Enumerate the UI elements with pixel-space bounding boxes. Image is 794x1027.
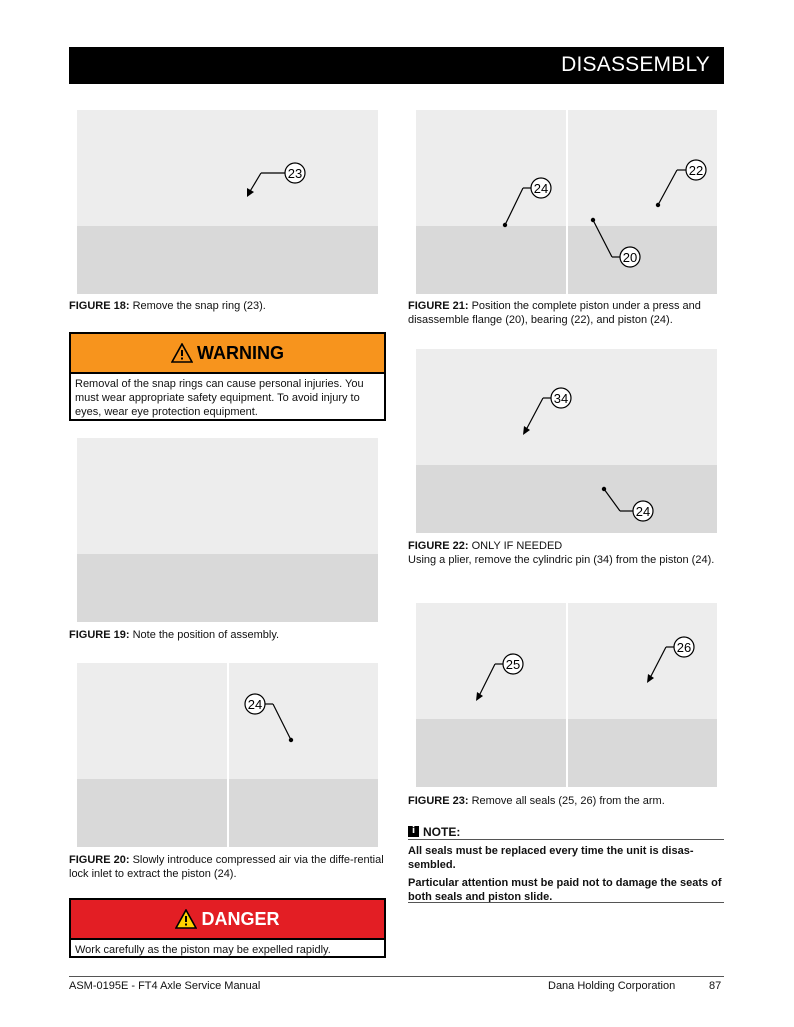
figure-18-caption: FIGURE 18: Remove the snap ring (23). xyxy=(69,300,266,312)
callout-26: 26 xyxy=(676,640,692,655)
figure-18-callouts xyxy=(77,110,378,294)
callout-34: 34 xyxy=(553,391,569,406)
figure-20-caption: FIGURE 20: Slowly introduce compressed air via the diffe-rential lock inlet to extract the piston (24). xyxy=(69,854,384,880)
callout-24: 24 xyxy=(635,504,651,519)
note-body xyxy=(408,844,724,908)
note-title: NOTE: xyxy=(423,824,461,839)
callout-24: 24 xyxy=(533,181,549,196)
warning-title: WARNING xyxy=(197,342,284,363)
warning-text: Removal of the snap rings can cause personal injuries. You must wear appropriate safety equipment. To avoid injury to eyes, wear eye protection equipment. xyxy=(75,378,364,418)
figure-23-caption: FIGURE 23: Remove all seals (25, 26) from the arm. xyxy=(408,795,665,807)
note-header xyxy=(408,824,724,840)
figure-18-photo xyxy=(77,110,378,294)
warning-triangle-icon xyxy=(171,343,193,363)
page-number: 87 xyxy=(709,980,722,992)
figure-21-photo xyxy=(416,110,717,294)
danger-header xyxy=(71,900,384,940)
figure-19-photo xyxy=(77,438,378,622)
footer-company: Dana Holding Corporation xyxy=(548,980,676,992)
danger-text: Work carefully as the piston may be expelled rapidly. xyxy=(75,944,331,956)
figure-23-photo xyxy=(416,603,717,787)
figure-21-caption: FIGURE 21: Position the complete piston under a press and disassemble flange (20), bearing (22), and piston (24). xyxy=(408,300,701,326)
note-paragraph: Particular attention must be paid not to damage the seats of both seals and piston slide. xyxy=(408,877,722,903)
info-icon: i xyxy=(408,826,419,837)
danger-box xyxy=(69,898,386,958)
danger-title: DANGER xyxy=(201,908,280,929)
figure-22-caption: FIGURE 22: ONLY IF NEEDED Using a plier, remove the cylindric pin (34) from the piston (24). xyxy=(408,540,715,566)
figure-20-callouts xyxy=(77,663,378,847)
footer-manual-title: ASM-0195E - FT4 Axle Service Manual xyxy=(69,980,261,992)
callout-23: 23 xyxy=(287,166,303,181)
warning-header xyxy=(71,334,384,374)
figure-23-callouts xyxy=(416,603,717,787)
danger-triangle-icon xyxy=(175,909,197,929)
section-title: DISASSEMBLY xyxy=(561,53,710,76)
warning-box xyxy=(69,332,386,421)
figure-21-callouts xyxy=(416,110,717,294)
callout-22: 22 xyxy=(688,163,704,178)
note-divider xyxy=(408,902,724,903)
callout-24: 24 xyxy=(247,697,263,712)
figure-19-caption: FIGURE 19: Note the position of assembly. xyxy=(69,629,280,641)
figure-20-photo xyxy=(77,663,378,847)
figure-22-photo xyxy=(416,349,717,533)
callout-20: 20 xyxy=(622,250,638,265)
figure-22-callouts xyxy=(416,349,717,533)
callout-25: 25 xyxy=(505,657,521,672)
section-header xyxy=(69,47,724,84)
note-paragraph: All seals must be replaced every time the unit is disas-sembled. xyxy=(408,845,694,871)
footer-divider xyxy=(69,976,724,977)
